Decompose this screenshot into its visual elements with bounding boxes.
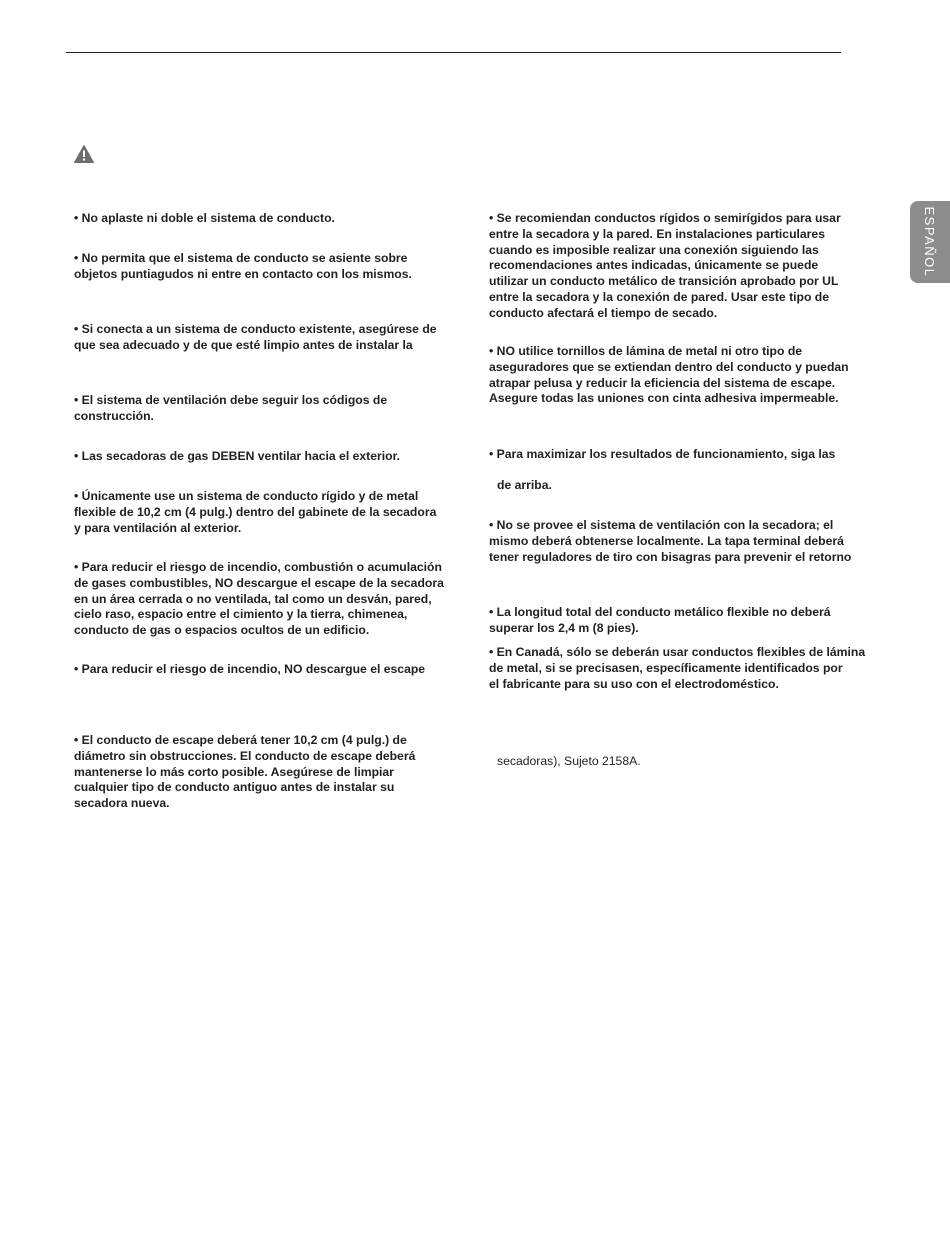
header-rule <box>66 52 841 53</box>
bullet-building-codes: • El sistema de ventilación debe seguir los códigos de construcción. <box>74 393 388 423</box>
bullet-flexible-duct-length: • La longitud total del conducto metálico flexible no deberá superar los 2,4 m (8 pies). <box>489 605 831 635</box>
bullet-existing-duct: • Si conecta a un sistema de conducto existente, asegúrese de que sea adecuado y de que esté limpio antes de instalar la <box>74 322 437 352</box>
bullet-no-sharp-objects: • No permita que el sistema de conducto se asiente sobre objetos puntiagudos ni entre en contacto con los mismos. <box>74 251 412 281</box>
warning-triangle-icon <box>74 145 94 163</box>
bullet-exhaust-diameter: • El conducto de escape deberá tener 10,2 cm (4 pulg.) de diámetro sin obstrucciones. El conducto de escape deberá mantenerse lo más corto posible. Asegúrese de limpiar cualquier tipo de conducto antiguo antes de instalar su secadora nueva. <box>74 733 416 811</box>
bullet-canada-flexible-duct: • En Canadá, sólo se deberán usar conductos flexibles de lámina de metal, si se precisasen, específicamente identificados por el fabricante para su uso con el electrodoméstico. <box>489 645 866 691</box>
bullet-no-sheet-metal-screws: • NO utilice tornillos de lámina de metal ni otro tipo de aseguradores que se extiendan dentro del conducto y puedan atrapar pelusa y reducir la eficiencia del sistema de escape. Asegure todas las uniones con cinta adhesiva impermeable. <box>489 344 849 406</box>
bullet-maximize-performance: • Para maximizar los resultados de funcionamiento, siga las <box>489 447 836 461</box>
bullet-fire-risk-enclosed-area: • Para reducir el riesgo de incendio, combustión o acumulación de gases combustibles, NO descargue el escape de la secadora en un área cerrada o no ventilada, tal como un desván, pared, cielo raso, espacio entre el cimiento y la tierra, chimenea, conducto de gas o espacios ocultos de un edificio. <box>74 560 444 638</box>
bullet-no-crush-duct: • No aplaste ni doble el sistema de conducto. <box>74 211 335 225</box>
bullet-rigid-semirigid-recommended: • Se recomiendan conductos rígidos o semirígidos para usar entre la secadora y la pared. En instalaciones particulares cuando es imposible realizar una conexión siguiendo las recomendaciones antes indicadas, únicamente se puede utilizar un conducto metálico de transición aprobado por UL entre la secadora y la conexión de pared. Usar este tipo de conducto afectará el tiempo de secado. <box>489 211 841 320</box>
bullet-maximize-performance-continued: de arriba. <box>497 478 552 492</box>
bullet-fire-risk-exhaust: • Para reducir el riesgo de incendio, NO descargue el escape <box>74 662 426 676</box>
language-tab <box>910 201 950 283</box>
language-tab-label: ESPAÑOL <box>922 206 938 278</box>
bullet-rigid-flexible-duct: • Únicamente use un sistema de conducto rígido y de metal flexible de 10,2 cm (4 pulg.) dentro del gabinete de la secadora y para ventilación al exterior. <box>74 489 437 535</box>
bullet-gas-dryers-vent: • Las secadoras de gas DEBEN ventilar hacia el exterior. <box>74 449 401 463</box>
bullet-vent-not-provided: • No se provee el sistema de ventilación con la secadora; el mismo deberá obtenerse localmente. La tapa terminal deberá tener reguladores de tiro con bisagras para prevenir el retorno <box>489 518 852 564</box>
standard-reference-text: secadoras), Sujeto 2158A. <box>497 754 641 768</box>
